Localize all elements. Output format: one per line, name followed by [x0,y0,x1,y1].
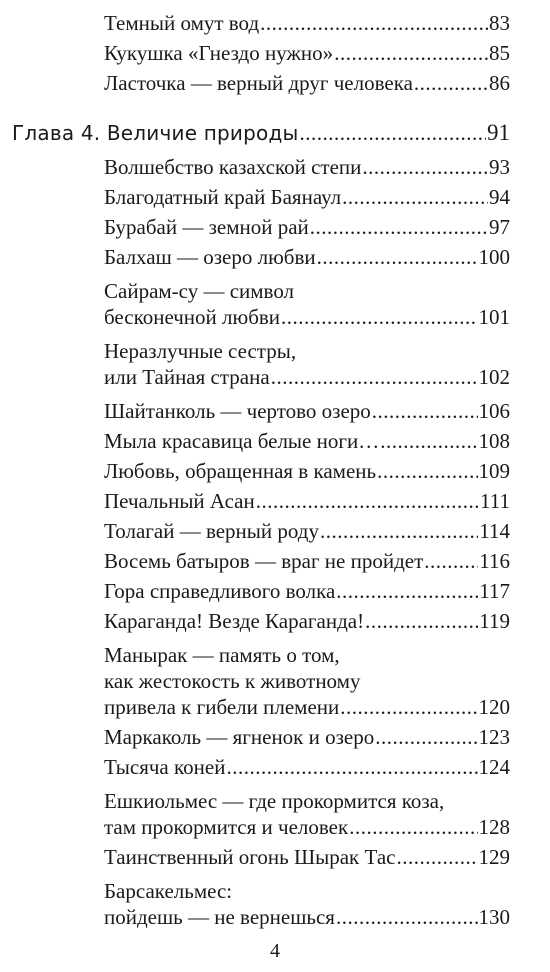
toc-entry-continued [104,788,510,814]
dot-leader [260,10,488,36]
toc-page-number: 119 [479,609,510,633]
toc-page-number: 129 [478,845,510,869]
toc-entry [104,70,510,96]
dot-leader [372,398,478,424]
dot-leader [336,578,478,604]
toc-page-number: 94 [489,185,510,209]
dot-leader [271,364,478,390]
toc-entry [104,754,510,780]
toc-entry [104,608,510,634]
toc-page-number: 102 [478,365,510,389]
toc-entry-title: Мыла красавица белые ноги… [104,429,380,453]
toc-entry-continued [104,878,510,904]
toc-page-number: 93 [489,155,510,179]
toc-page-number: 108 [478,429,510,453]
toc-entry-title: бесконечной любви [104,305,281,329]
toc-entry-title: Маркаколь — ягненок и озеро [104,725,375,749]
dot-leader [281,304,477,330]
toc-entry-title: Манырак — память о том, [104,643,340,667]
toc-entry [104,214,510,240]
toc-entry [104,154,510,180]
toc-entry [104,244,510,270]
toc-entry [104,458,510,484]
toc-page-number: 83 [489,11,510,35]
toc-entry-title: Балхаш — озеро любви [104,245,316,269]
toc-entry-title: Бурабай — земной рай [104,215,309,239]
toc-entry-title: Барсакельмес: [104,879,233,903]
toc-page-number: 117 [479,579,510,603]
dot-leader [362,154,488,180]
toc-entry-continued [104,668,510,694]
dot-leader [317,244,478,270]
toc-entry-continued [104,338,510,364]
toc-page-number: 120 [478,695,510,719]
toc-entry [104,398,510,424]
dot-leader [396,844,477,870]
toc-entry [104,10,510,36]
toc-page-number: 128 [478,815,510,839]
toc-page-number: 106 [478,399,510,423]
toc-page-number: 97 [489,215,510,239]
toc-entry-title: Караганда! Везде Караганда! [104,609,365,633]
toc-entry-title: Благодатный край Баянаул [104,185,342,209]
toc-entry-title: там прокормится и человек [104,815,349,839]
toc-page-number: 101 [478,305,510,329]
toc-entry [104,578,510,604]
toc-entry [104,488,510,514]
toc-entry [104,694,510,720]
toc-entry [104,304,510,330]
toc-entry-title: Темный омут вод [104,11,260,35]
dot-leader [256,488,479,514]
toc-page-number: 91 [487,120,510,145]
toc-entry-continued [104,278,510,304]
toc-entry [104,724,510,750]
dot-leader [226,754,477,780]
toc-entry-title: привела к гибели племени [104,695,340,719]
toc-entry [104,40,510,66]
toc-page-number: 100 [478,245,510,269]
toc-entry-title: пойдешь — не вернешься [104,905,335,929]
toc-entry [104,428,510,454]
toc-page-number: 85 [489,41,510,65]
toc-page-number: 111 [480,489,510,513]
dot-leader [349,814,477,840]
toc-page-number: 123 [478,725,510,749]
toc-entry-title: Шайтанколь — чертово озеро [104,399,371,423]
toc-page-number: 109 [478,459,510,483]
toc-entry-title: Восемь батыров — враг не пройдет [104,549,424,573]
toc-page-number: 116 [479,549,510,573]
dot-leader [377,458,477,484]
toc-entry-title: или Тайная страна [104,365,270,389]
toc-entry [104,904,510,930]
dot-leader [424,548,478,574]
dot-leader [380,428,477,454]
toc-entry-title: Тысяча коней [104,755,226,779]
toc-entry-continued [104,642,510,668]
toc-entry [104,548,510,574]
toc-entry-title: Таинственный огонь Шырак Тас [104,845,396,869]
toc-entry-title: как жестокость к животному [104,669,361,693]
toc-entry-title: Неразлучные сестры, [104,339,297,363]
toc-page-number: 86 [489,71,510,95]
dot-leader [334,40,488,66]
toc-entry-title: Сайрам-су — символ [104,279,295,303]
dot-leader [342,184,488,210]
toc-entry-title: Толагай — верный роду [104,519,319,543]
toc-page-number: 130 [478,905,510,929]
toc-entry-title: Ешкиольмес — где прокормится коза, [104,789,445,813]
toc-entry [104,364,510,390]
toc-entry-title: Печальный Асан [104,489,255,513]
toc-entry [104,814,510,840]
dot-leader [336,904,478,930]
dot-leader [375,724,477,750]
toc-entry [104,184,510,210]
dot-leader [320,518,478,544]
dot-leader [414,70,488,96]
toc-page-number: 114 [479,519,510,543]
toc-entry-title: Гора справедливого волка [104,579,336,603]
dot-leader [340,694,477,720]
dot-leader [310,214,488,240]
dot-leader [365,608,478,634]
toc-page-number: 124 [478,755,510,779]
toc-entry-title: Любовь, обращенная в камень [104,459,377,483]
toc-entry-title: Кукушка «Гнездо нужно» [104,41,334,65]
toc-chapter-heading [12,120,510,146]
toc-entry-title: Глава 4. Величие природы [12,121,299,145]
toc-entry-title: Волшебство казахской степи [104,155,362,179]
page-number: 4 [270,940,280,962]
toc-entry [104,518,510,544]
toc-entry-title: Ласточка — верный друг человека [104,71,413,95]
toc-entry [104,844,510,870]
dot-leader [299,120,486,146]
